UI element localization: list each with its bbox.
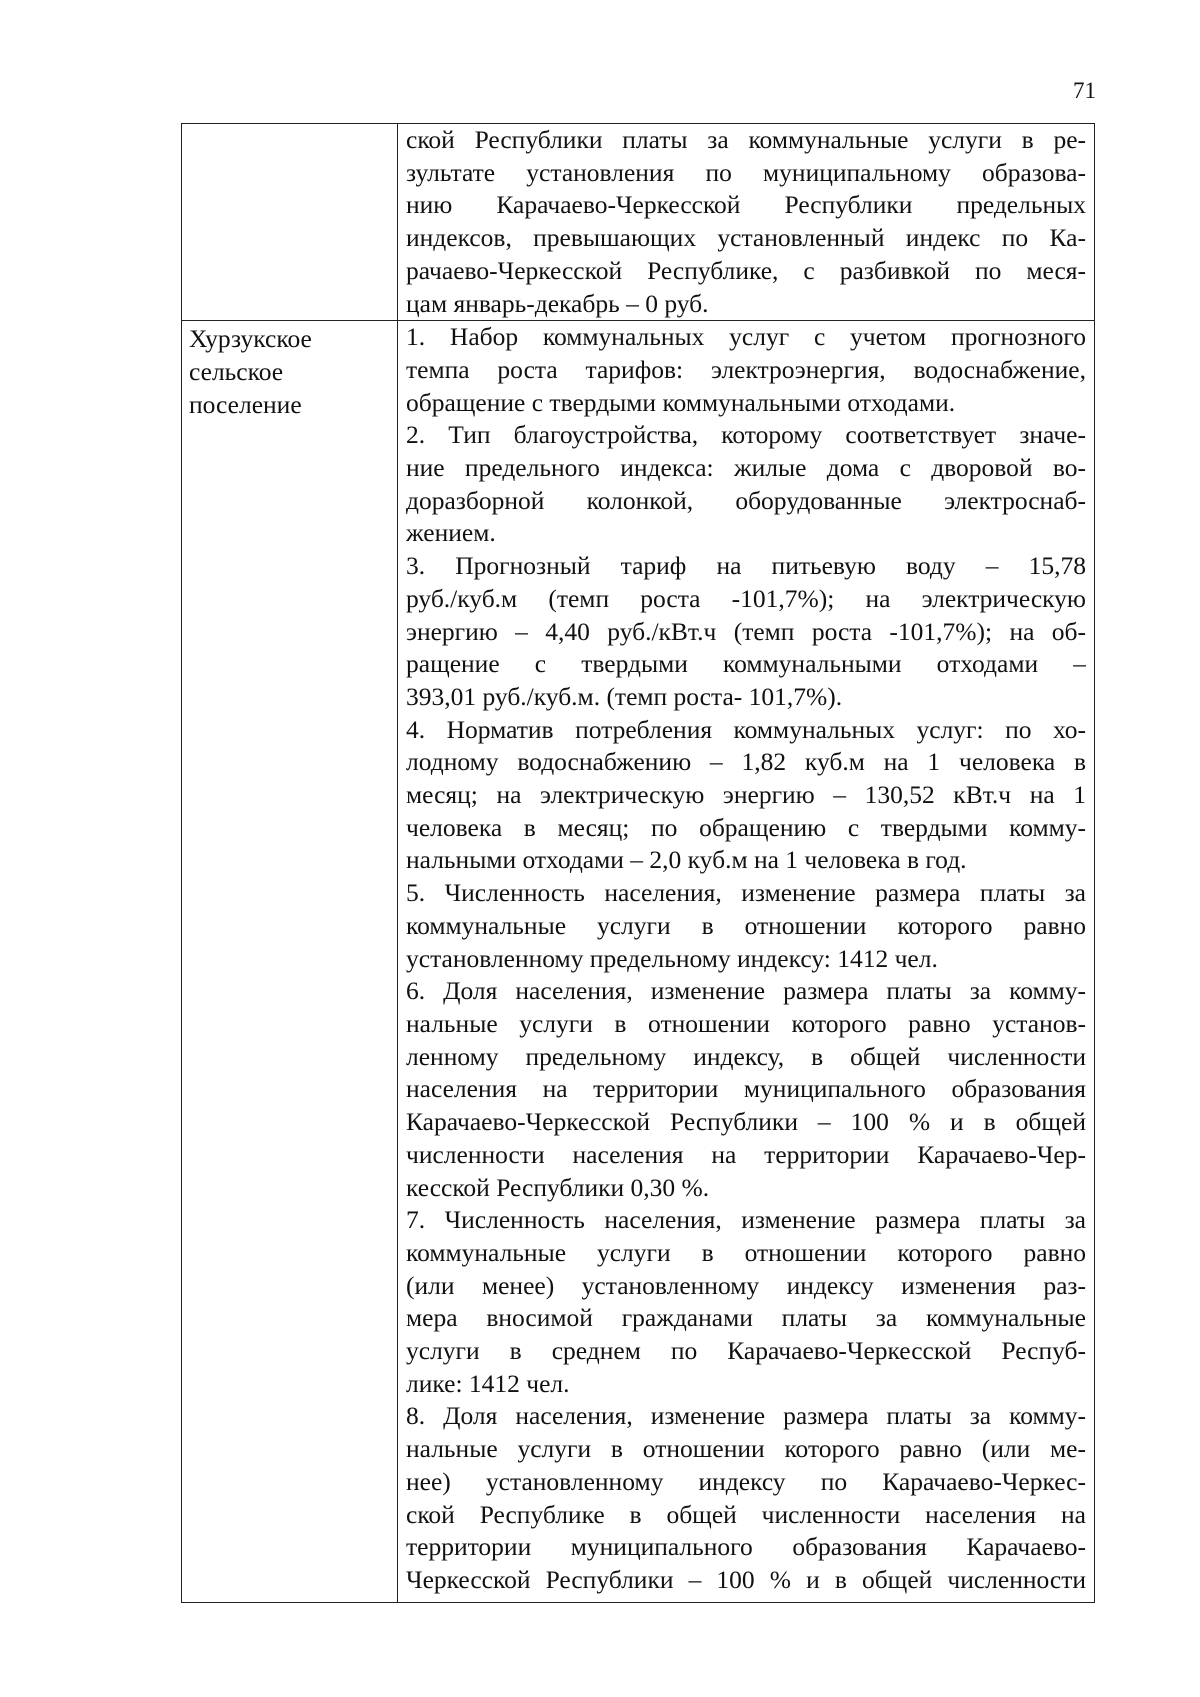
- description-line: лике: 1412 чел.: [406, 1368, 570, 1398]
- settlement-name-line: поселение: [189, 389, 302, 419]
- description-line: лодному водоснабжению – 1,82 куб.м на 1 человека в: [406, 747, 1086, 777]
- description-line: 3. Прогнозный тариф на питьевую воду – 15,78: [406, 551, 1086, 581]
- description-line: индексов, превышающих установленный индекс по Ка-: [406, 223, 1086, 253]
- description-line: нее) установленному индексу по Карачаево-Черкес-: [406, 1466, 1086, 1496]
- description-line: темпа роста тарифов: электроэнергия, водоснабжение,: [406, 354, 1086, 384]
- description-line: нальные услуги в отношении которого равно установ-: [406, 1008, 1086, 1038]
- description-line: кесской Республики 0,30 %.: [406, 1172, 710, 1202]
- description-line: цам январь-декабрь – 0 руб.: [406, 288, 709, 318]
- description-line: рачаево-Черкесской Республике, с разбивкой по меся-: [406, 255, 1086, 285]
- description-line: человека в месяц; по обращению с твердыми комму-: [406, 812, 1086, 842]
- description-line: населения на территории муниципального образования: [406, 1074, 1086, 1104]
- description-line: обращение с твердыми коммунальными отходами.: [406, 387, 956, 417]
- description-line: ние предельного индекса: жилые дома с дворовой во-: [406, 453, 1086, 483]
- description-line: энергию – 4,40 руб./кВт.ч (темп роста -101,7%); на об-: [406, 616, 1086, 646]
- description-line: 5. Численность населения, изменение размера платы за: [406, 878, 1086, 908]
- table-row: [182, 124, 1095, 321]
- document-table: [181, 123, 1095, 1603]
- description-line: 6. Доля населения, изменение размера платы за комму-: [406, 976, 1086, 1006]
- settlement-name-cell: [182, 124, 398, 321]
- description-line: ленному предельному индексу, в общей численности: [406, 1041, 1086, 1071]
- settlement-name-line: Хурзукское: [189, 324, 312, 354]
- table-body: [182, 124, 1095, 1603]
- settlement-name-cell: [182, 321, 398, 1603]
- description-line: жением.: [406, 518, 496, 548]
- description-line: нию Карачаево-Черкесской Республики предельных: [406, 190, 1086, 220]
- description-line: услуги в среднем по Карачаево-Черкесской Респуб-: [406, 1336, 1086, 1366]
- description-line: 2. Тип благоустройства, которому соответствует значе-: [406, 420, 1086, 450]
- description-line: численности населения на территории Карачаево-Чер-: [406, 1139, 1086, 1169]
- description-line: доразборной колонкой, оборудованные электроснаб-: [406, 485, 1086, 515]
- description-line: руб./куб.м (темп роста -101,7%); на электрическую: [406, 583, 1086, 613]
- description-line: коммунальные услуги в отношении которого равно: [406, 910, 1086, 940]
- description-cell: [398, 321, 1095, 1603]
- description-line: зультате установления по муниципальному образова-: [406, 157, 1086, 187]
- description-line: 7. Численность населения, изменение размера платы за: [406, 1205, 1086, 1235]
- description-line: месяц; на электрическую энергию – 130,52 кВт.ч на 1: [406, 780, 1086, 810]
- description-line: ской Республики платы за коммунальные услуги в ре-: [406, 125, 1086, 154]
- description-line: нальными отходами – 2,0 куб.м на 1 человека в год.: [406, 845, 967, 875]
- description-line: Черкесской Республики – 100 % и в общей численности: [406, 1564, 1086, 1594]
- description-line: 393,01 руб./куб.м. (темп роста- 101,7%).: [406, 681, 843, 711]
- description-line: установленному предельному индексу: 1412 чел.: [406, 943, 938, 973]
- table-row: [182, 321, 1095, 1603]
- description-line: территории муниципального образования Карачаево-: [406, 1532, 1086, 1562]
- description-line: 4. Норматив потребления коммунальных услуг: по хо-: [406, 714, 1086, 744]
- description-line: 8. Доля населения, изменение размера платы за комму-: [406, 1401, 1086, 1431]
- description-line: нальные услуги в отношении которого равно (или ме-: [406, 1434, 1086, 1464]
- settlement-name-line: сельское: [189, 356, 284, 386]
- description-line: мера вносимой гражданами платы за коммунальные: [406, 1303, 1086, 1333]
- description-line: Карачаево-Черкесской Республики – 100 % и в общей: [406, 1107, 1086, 1137]
- description-cell: [398, 124, 1095, 321]
- description-line: 1. Набор коммунальных услуг с учетом прогнозного: [406, 322, 1086, 352]
- description-line: (или менее) установленному индексу изменения раз-: [406, 1270, 1086, 1300]
- description-line: ращение с твердыми коммунальными отходами –: [406, 649, 1086, 679]
- description-line: ской Республике в общей численности населения на: [406, 1499, 1086, 1529]
- description-line: коммунальные услуги в отношении которого равно: [406, 1237, 1086, 1267]
- page-number: 71: [1073, 78, 1096, 103]
